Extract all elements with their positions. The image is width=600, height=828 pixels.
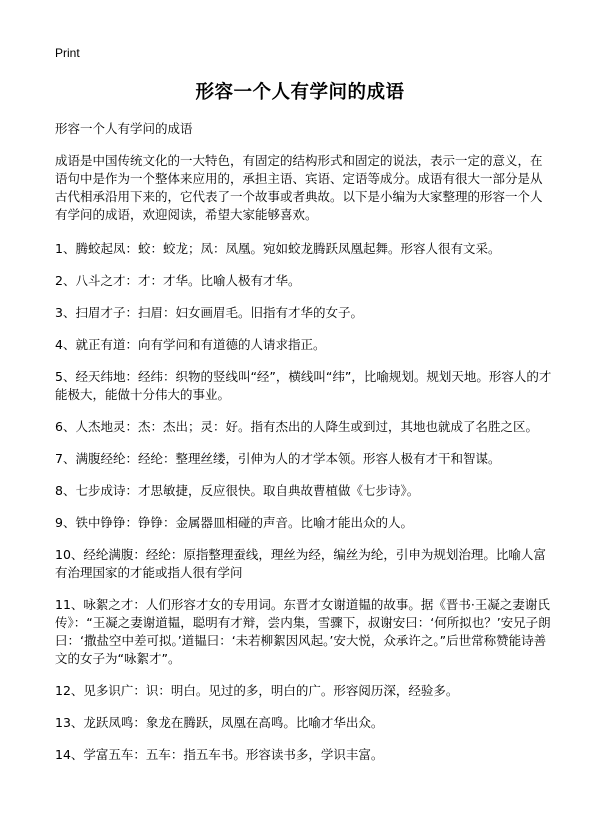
idiom-entry: 3、扫眉才子：扫眉：妇女画眉毛。旧指有才华的女子。 (55, 305, 363, 320)
print-link[interactable]: Print (55, 46, 80, 60)
idiom-entry: 10、经纶满腹：经纶：原指整理蚕线，理丝为经，编丝为纶，引申为规划治理。比喻人富有治理国家的才能或指人很有学问 (55, 547, 546, 580)
idiom-entry: 13、龙跃凤鸣：象龙在腾跃，凤凰在高鸣。比喻才华出众。 (55, 715, 384, 730)
intro-paragraph: 成语是中国传统文化的一大特色，有固定的结构形式和固定的说法，表示一定的意义，在语句中是作为一个整体来应用的，承担主语、宾语、定语等成分。成语有很大一部分是从古代相承沿用下来的，它代表了一个故事或者典故。以下是小编为大家整理的形容一个人有学问的成语，欢迎阅读，希望大家能够喜欢。 (55, 153, 543, 222)
idiom-entry: 5、经天纬地：经纬：织物的竖线叫“经”，横线叫“纬”，比喻规划。规划天地。形容人的才能极大，能做十分伟大的事业。 (55, 369, 552, 402)
idiom-entry: 4、就正有道：向有学问和有道德的人请求指正。 (55, 337, 326, 352)
idiom-entry: 8、七步成诗：才思敏捷，反应很快。取自典故曹植做《七步诗》。 (55, 483, 420, 498)
idiom-entry: 9、铁中铮铮：铮铮：金属器皿相碰的声音。比喻才能出众的人。 (55, 515, 413, 530)
idiom-entry: 7、满腹经纶：经纶：整理丝缕，引伸为人的才学本领。形容人极有才干和智谋。 (55, 451, 501, 466)
idiom-entry: 11、咏絮之才：人们形容才女的专用词。东晋才女谢道韫的故事。据《晋书·王凝之妻谢氏传》：“王凝之妻谢道韫，聪明有才辩，尝内集，雪骤下，叔谢安曰：‘何所拟也？’安兄子朗曰：‘撒盐空中差可拟。’道韫曰：‘未若柳絮因风起。’安大悦，众承许之。”后世常称赞能诗善文的女子为“咏絮才”。 (55, 597, 551, 666)
article-subtitle: 形容一个人有学问的成语 (55, 121, 193, 136)
article-body (55, 120, 552, 778)
idiom-entry: 6、人杰地灵：杰：杰出；灵：好。指有杰出的人降生或到过，其地也就成了名胜之区。 (55, 419, 538, 434)
idiom-entry: 2、八斗之才：才：才华。比喻人极有才华。 (55, 273, 301, 288)
idiom-entry: 12、见多识广：识：明白。见过的多，明白的广。形容阅历深，经验多。 (55, 683, 459, 698)
page-title: 形容一个人有学问的成语 (195, 82, 405, 103)
idiom-entry: 1、腾蛟起凤：蛟：蛟龙；凤：凤凰。宛如蛟龙腾跃凤凰起舞。形容人很有文采。 (55, 241, 501, 256)
idiom-entry: 14、学富五车：五车：指五车书。形容读书多，学识丰富。 (55, 747, 384, 762)
